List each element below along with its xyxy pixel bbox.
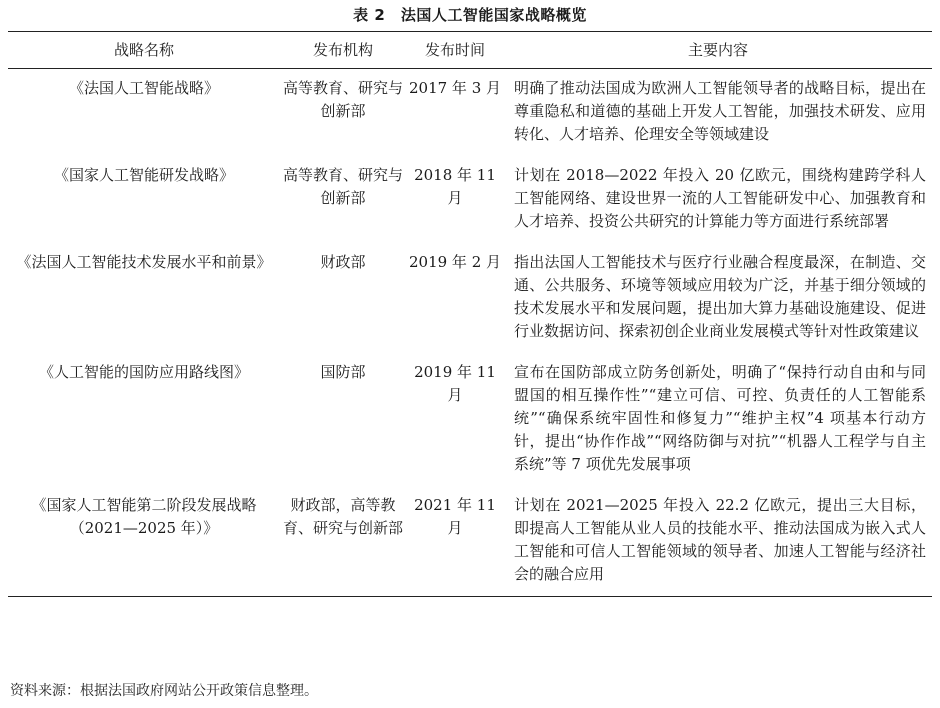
date-cell: 2019 年 11 月 <box>414 363 496 404</box>
content-cell: 宣布在国防部成立防务创新处，明确了“保持行动自由和与同盟国的相互操作性”“建立可信、可控、负责任的人工智能系统”“确保系统牢固性和修复力”“维护主权”4 项基本行动方针，提出“协作作战”“网络防御与对抗”“机器人工程学与自主系统”等 7 项优先发展事项 <box>514 363 926 473</box>
table-header-row <box>8 32 932 69</box>
table-row <box>8 353 932 486</box>
agency-cell: 国防部 <box>320 363 366 381</box>
date-cell: 2019 年 2 月 <box>408 253 502 271</box>
header-main-content: 主要内容 <box>687 40 748 59</box>
strategy-table <box>8 31 932 597</box>
strategy-name-cell: 《国家人工智能研发战略》 <box>53 166 234 184</box>
agency-cell: 财政部 <box>320 253 366 271</box>
strategy-name-cell: 《法国人工智能技术发展水平和前景》 <box>16 253 272 271</box>
table-row <box>8 156 932 243</box>
table-title: 表 2 法国人工智能国家战略概览 <box>353 6 587 24</box>
agency-cell: 高等教育、研究与创新部 <box>282 79 403 120</box>
agency-cell: 高等教育、研究与创新部 <box>282 166 403 207</box>
agency-cell: 财政部，高等教育、研究与创新部 <box>282 496 403 537</box>
table-row <box>8 486 932 597</box>
header-strategy-name: 战略名称 <box>113 40 174 59</box>
table-row <box>8 243 932 353</box>
strategy-name-cell: 《法国人工智能战略》 <box>68 79 219 97</box>
content-cell: 明确了推动法国成为欧洲人工智能领导者的战略目标，提出在尊重隐私和道德的基础上开发人工智能，加强技术研发、应用转化、人才培养、伦理安全等领域建设 <box>514 79 926 143</box>
content-cell: 计划在 2018—2022 年投入 20 亿欧元，围绕构建跨学科人工智能网络、建设世界一流的人工智能研发中心、加强教育和人才培养、投资公共研究的计算能力等方面进行系统部署 <box>514 166 926 230</box>
strategy-name-cell: 《国家人工智能第二阶段发展战略（2021—2025 年）》 <box>31 496 257 537</box>
table-row <box>8 69 932 157</box>
source-note: 资料来源：根据法国政府网站公开政策信息整理。 <box>10 683 318 699</box>
strategy-name-cell: 《人工智能的国防应用路线图》 <box>38 363 249 381</box>
date-cell: 2018 年 11 月 <box>414 166 496 207</box>
header-publishing-agency: 发布机构 <box>312 40 373 59</box>
content-cell: 计划在 2021—2025 年投入 22.2 亿欧元，提出三大目标，即提高人工智能从业人员的技能水平、推动法国成为嵌入式人工智能和可信人工智能领域的领导者、加速人工智能与经济社会的融合应用 <box>514 496 926 583</box>
date-cell: 2017 年 3 月 <box>408 79 502 97</box>
date-cell: 2021 年 11 月 <box>414 496 496 537</box>
header-publish-date: 发布时间 <box>424 40 485 59</box>
content-cell: 指出法国人工智能技术与医疗行业融合程度最深，在制造、交通、公共服务、环境等领域应用较为广泛，并基于细分领域的技术发展水平和发展问题，提出加大算力基础设施建设、促进行业数据访问、探索初创企业商业发展模式等针对性政策建议 <box>514 253 926 340</box>
